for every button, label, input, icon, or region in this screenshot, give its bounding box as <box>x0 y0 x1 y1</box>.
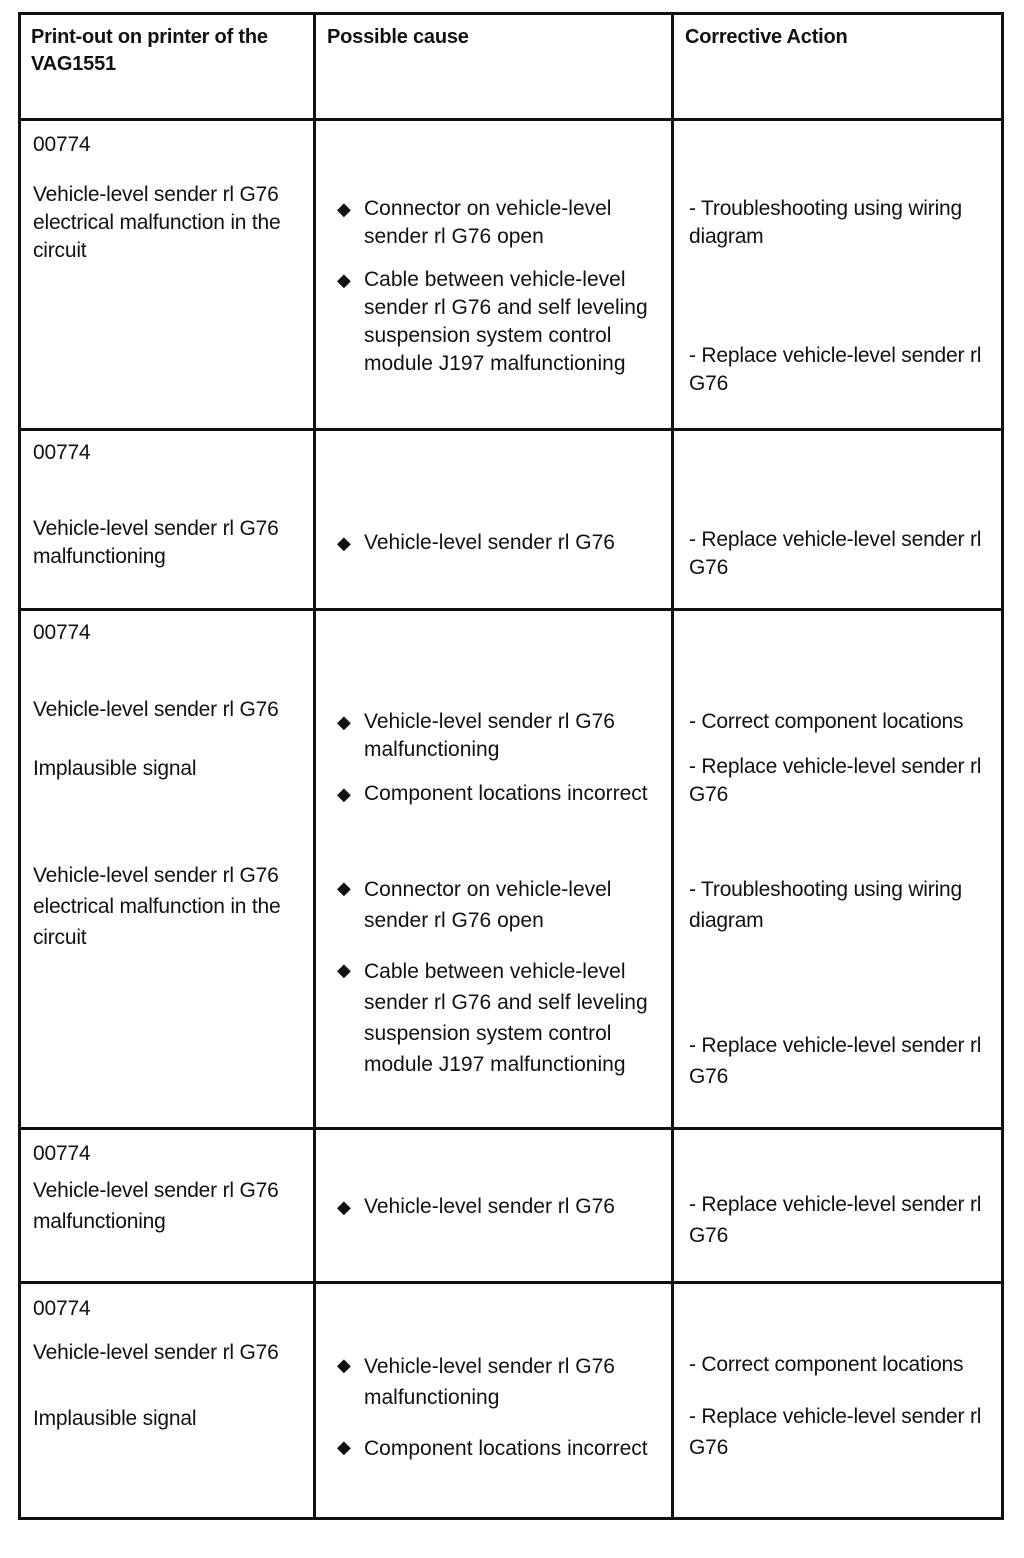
fault-description: Vehicle-level sender rl G76 <box>33 1341 279 1364</box>
possible-cause: Vehicle-level sender rl G76 malfunctioning <box>364 1355 615 1409</box>
corrective-action: - Replace vehicle-level sender rl G76 <box>689 344 982 395</box>
fault-description: Vehicle-level sender rl G76 malfunctioning <box>33 1179 279 1233</box>
diamond-bullet-icon: ◆ <box>337 1437 351 1457</box>
diamond-bullet-icon: ◆ <box>337 1355 351 1375</box>
fault-description: Vehicle-level sender rl G76 electrical malfunction in the circuit <box>33 864 281 949</box>
fault-code: 00774 <box>33 1297 91 1320</box>
fault-code: 00774 <box>33 621 91 644</box>
diamond-bullet-icon: ◆ <box>337 1197 351 1217</box>
corrective-action: - Troubleshooting using wiring diagram <box>689 878 962 932</box>
fault-code: 00774 <box>33 441 91 464</box>
header-printout: Print-out on printer of the VAG1551 <box>31 26 268 75</box>
corrective-action: - Troubleshooting using wiring diagram <box>689 197 962 248</box>
row-divider <box>21 1281 1001 1284</box>
fault-description: Vehicle-level sender rl G76 malfunctioning <box>33 517 279 568</box>
column-divider <box>313 15 316 1517</box>
corrective-action: - Correct component locations <box>689 710 964 733</box>
fault-description: Vehicle-level sender rl G76 <box>33 698 279 721</box>
possible-cause: Vehicle-level sender rl G76 <box>364 1195 615 1218</box>
possible-cause: Cable between vehicle-level sender rl G76 and self leveling suspension system control module J197 malfunctioning <box>364 268 648 375</box>
possible-cause: Component locations incorrect <box>364 1437 648 1460</box>
possible-cause: Vehicle-level sender rl G76 malfunctioning <box>364 710 615 761</box>
diamond-bullet-icon: ◆ <box>337 199 351 219</box>
corrective-action: - Replace vehicle-level sender rl G76 <box>689 755 982 806</box>
diamond-bullet-icon: ◆ <box>337 712 351 732</box>
possible-cause: Cable between vehicle-level sender rl G76 and self leveling suspension system control module J197 malfunctioning <box>364 960 648 1076</box>
fault-code: 00774 <box>33 1142 91 1165</box>
possible-cause: Component locations incorrect <box>364 782 648 805</box>
fault-code: 00774 <box>33 133 91 156</box>
corrective-action: - Replace vehicle-level sender rl G76 <box>689 528 982 579</box>
corrective-action: - Replace vehicle-level sender rl G76 <box>689 1193 982 1247</box>
row-divider <box>21 1127 1001 1130</box>
diamond-bullet-icon: ◆ <box>337 960 351 980</box>
possible-cause: Connector on vehicle-level sender rl G76 open <box>364 197 612 248</box>
fault-description: Vehicle-level sender rl G76 electrical malfunction in the circuit <box>33 183 281 262</box>
possible-cause: Vehicle-level sender rl G76 <box>364 531 615 554</box>
column-divider <box>671 15 674 1517</box>
diamond-bullet-icon: ◆ <box>337 878 351 898</box>
row-divider <box>21 608 1001 611</box>
fault-description: Implausible signal <box>33 1407 197 1430</box>
header-possible-cause: Possible cause <box>327 26 469 48</box>
fault-code-table <box>18 12 1004 1520</box>
row-divider <box>21 118 1001 121</box>
corrective-action: - Replace vehicle-level sender rl G76 <box>689 1034 982 1088</box>
row-divider <box>21 428 1001 431</box>
header-corrective-action: Corrective Action <box>685 26 848 48</box>
diamond-bullet-icon: ◆ <box>337 270 351 290</box>
diamond-bullet-icon: ◆ <box>337 784 351 804</box>
corrective-action: - Replace vehicle-level sender rl G76 <box>689 1405 982 1459</box>
possible-cause: Connector on vehicle-level sender rl G76 open <box>364 878 612 932</box>
fault-description: Implausible signal <box>33 757 197 780</box>
corrective-action: - Correct component locations <box>689 1353 964 1376</box>
diamond-bullet-icon: ◆ <box>337 533 351 553</box>
